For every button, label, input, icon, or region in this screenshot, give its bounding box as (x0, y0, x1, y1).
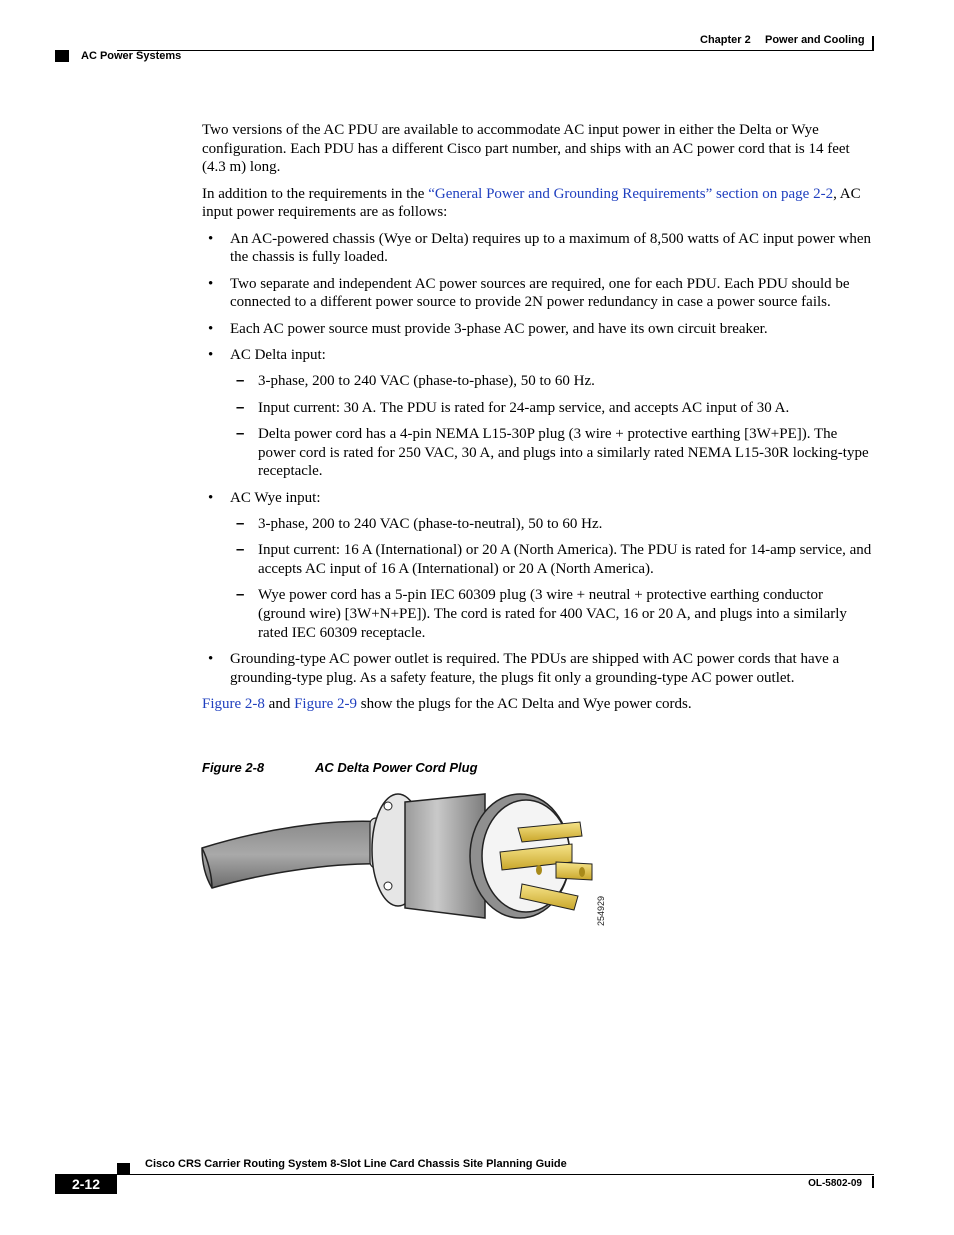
art-id-label: 254929 (596, 895, 606, 926)
sub-list-item: – 3-phase, 200 to 240 VAC (phase-to-phase), 50 to 60 Hz. (236, 372, 595, 390)
page-number: 2-12 (55, 1174, 117, 1194)
delta-sublist (230, 372, 874, 481)
power-cord (202, 821, 390, 888)
figure-number: Figure 2-8 (202, 760, 265, 775)
wye-sublist (230, 515, 874, 642)
list-item: • Grounding-type AC power outlet is required. The PDUs are shipped with AC power cords that have a grounding-type plug. As a safety feature, the plugs fit only a grounding-type AC power outlet. (208, 651, 840, 686)
list-item: • Each AC power source must provide 3-phase AC power, and have its own circuit breaker. (208, 320, 768, 337)
requirements-list (202, 230, 874, 688)
sub-list-item: – 3-phase, 200 to 240 VAC (phase-to-neutral), 50 to 60 Hz. (236, 515, 603, 533)
header-marker (55, 50, 69, 62)
delta-power-plug-illustration (200, 788, 620, 938)
footer-book-title: Cisco CRS Carrier Routing System 8-Slot Line Card Chassis Site Planning Guide (145, 1158, 567, 1170)
sub-list-item: – Wye power cord has a 5-pin IEC 60309 plug (3 wire + neutral + protective earthing conductor (ground wire) [3W+N+PE]). The cord is rated for 400 VAC, 16 or 20 A, and plugs into a similarly rated IEC 60309 receptacle. (236, 586, 847, 641)
header-rule (117, 50, 874, 51)
link-general-power[interactable]: “General Power and Grounding Requirements” section on page 2-2 (428, 185, 834, 202)
footer-right-bar (872, 1176, 874, 1188)
requirements-paragraph: In addition to the requirements in the “General Power and Grounding Requirements” section on page 2-2, AC input power requirements are as follows: (202, 185, 861, 221)
list-item: • An AC-powered chassis (Wye or Delta) requires up to a maximum of 8,500 watts of AC input power when the chassis is fully loaded. (208, 230, 872, 266)
header-right-bar (872, 36, 874, 50)
link-figure-2-9[interactable]: Figure 2-9 (294, 696, 358, 712)
sub-list-item: – Delta power cord has a 4-pin NEMA L15-30P plug (3 wire + protective earthing [3W+PE]). The power cord is rated for 250 VAC, 30 A, and plugs into a similarly rated NEMA L15-30R locking-type receptacle. (236, 425, 869, 480)
footer-marker (117, 1163, 130, 1174)
header-chapter-title: Power and Cooling (765, 34, 865, 46)
list-item: • Two separate and independent AC power sources are required, one for each PDU. Each PDU should be connected to a different power source to provide 2N power redundancy in case a power source fails. (208, 275, 850, 311)
footer-rule (117, 1174, 874, 1175)
header-chapter: Chapter 2 (700, 34, 751, 46)
figure-title: AC Delta Power Cord Plug (315, 760, 478, 775)
list-item-delta: • AC Delta input: – 3-phase, 200 to 240 VAC (phase-to-phase), 50 to 60 Hz. – Input current: 30 A. The PDU is rated for 24-amp service, and accepts AC input of 30 A. – Delta power cord has a 4-pin NEMA L15-30P plug (3 wire + protective earthing [3W+PE]). The power cord is rated for 250 VAC, 30 A, and plugs into a similarly rated NEMA L15-30R locking-type receptacle. (202, 346, 874, 481)
link-figure-2-8[interactable]: Figure 2-8 (202, 696, 265, 712)
sub-list-item: – Input current: 30 A. The PDU is rated for 24-amp service, and accepts AC input of 30 A. (236, 398, 790, 416)
figure-caption (202, 760, 478, 775)
figure-reference-paragraph: Figure 2-8 and Figure 2-9 show the plugs for the AC Delta and Wye power cords. (202, 696, 692, 712)
header-section: AC Power Systems (81, 50, 182, 62)
intro-paragraph: Two versions of the AC PDU are available to accommodate AC input power in either the Delta or Wye configuration. Each PDU has a different Cisco part number, and ships with an AC power cord that is 14 feet (4.3 m) long. (202, 122, 850, 176)
body-text (202, 121, 874, 721)
sub-list-item: – Input current: 16 A (International) or 20 A (North America). The PDU is rated for 14-amp service, and accepts AC input of 16 A (International) or 20 A (North America). (236, 541, 872, 578)
footer-doc-number: OL-5802-09 (808, 1178, 862, 1189)
list-item-wye: • AC Wye input: – 3-phase, 200 to 240 VAC (phase-to-neutral), 50 to 60 Hz. – Input current: 16 A (International) or 20 A (North America). The PDU is rated for 14-amp service, and accepts AC input of 16 A (International) or 20 A (North America). – Wye power cord has a 5-pin IEC 60309 plug (3 wire + neutral + protective earthing conductor (ground wire) [3W+N+PE]). The cord is rated for 400 VAC, 16 or 20 A, and plugs into a similarly rated IEC 60309 receptacle. (202, 489, 874, 643)
